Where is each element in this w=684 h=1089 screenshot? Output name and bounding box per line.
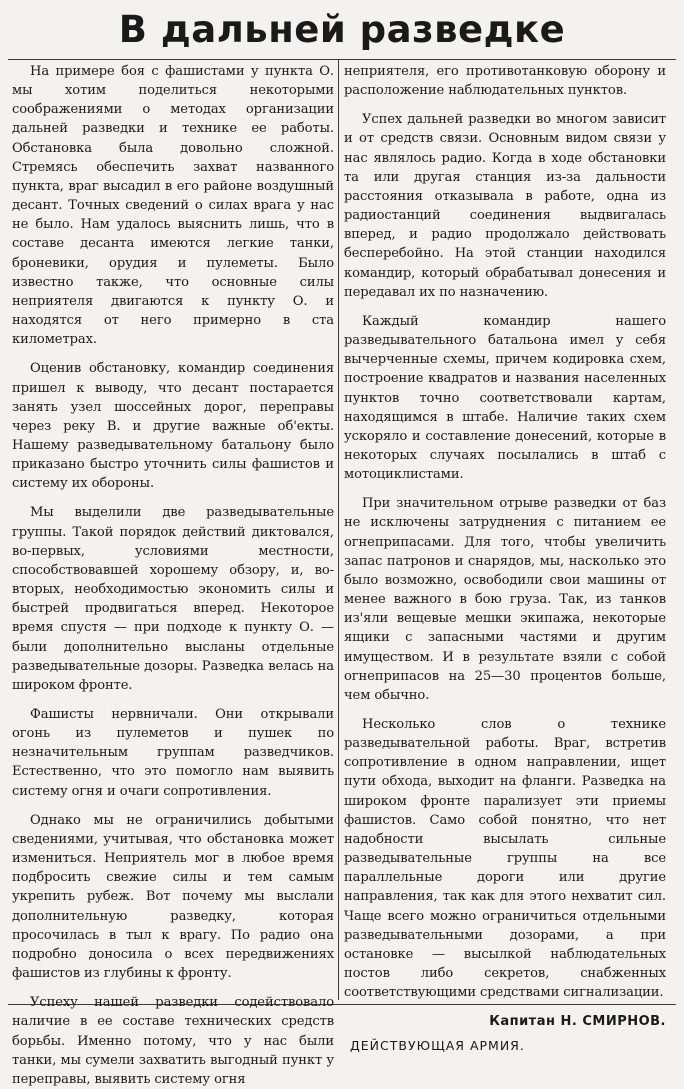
- paragraph: Успеху нашей разведки содействовало наличие в ее составе технических средств борьбы. Именно потому, что у нас были танки, мы сумели захватить выгодный пункт у переправы, выявить систему огня: [12, 995, 334, 1087]
- left-column: [12, 62, 334, 1087]
- dateline-place: ДЕЙСТВУЮЩАЯ АРМИЯ.: [350, 1037, 525, 1053]
- column-divider: [338, 60, 339, 1000]
- author-signature: Капитан Н. СМИРНОВ.: [489, 1014, 666, 1030]
- paragraph: Мы выделили две разведывательные группы. Такой порядок действий диктовался, во-первых, условиями местности, способствовавшей хорошему обзору, и, во-вторых, необходимостью экономить силы и быстрей продвигаться вперед. Некоторое время спустя — при подходе к пункту О. — были дополнительно высланы отдельные разведывательные дозоры. Разведка велась на широком фронте.: [12, 505, 334, 693]
- paragraph: Несколько слов о технике разведывательной работы. Враг, встретив сопротивление в одном направлении, ищет пути обхода, выходит на фланги. Разведка на широком фронте парализует эти приемы фашистов. Само собой понятно, что нет надобности высылать сильные разведывательные группы на все параллельные дороги или другие направления, так как для этого нехватит сил. Чаще всего можно ограничиться отдельными разведывательными дозорами, а при остановке — высылкой наблюдательных постов либо секретов, снабженных соответствующими средствами сигнализации.: [344, 717, 666, 1001]
- column-top-rule: [8, 59, 676, 60]
- article-title: В дальней разведке: [118, 8, 566, 51]
- paragraph: Каждый командир нашего разведывательного батальона имел у себя вычерченные схемы, причем кодировка схем, построение квадратов и названия населенных пунктов точно соответствовали картам, находящимся в штабе. Наличие таких схем ускоряло и составление донесений, которые в некоторых случаях посылались в штаб с мотоциклистами.: [344, 313, 666, 483]
- paragraph: Фашисты нервничали. Они открывали огонь из пулеметов и пушек по незначительным группам разведчиков. Естественно, что это помогло нам выявить систему огня и очаги сопротивления.: [12, 707, 334, 799]
- paragraph: Однако мы не ограничились добытыми сведениями, учитывая, что обстановка может измениться. Неприятель мог в любое время подбросить свежие силы и тем самым укрепить рубеж. Вот почему мы выслали дополнительную разведку, которая просочилась в тыл к врагу. По радио она подробно доносила о всех передвижениях фашистов из глубины к фронту.: [12, 812, 334, 982]
- paragraph: Оценив обстановку, командир соединения пришел к выводу, что десант постарается занять узел шоссейных дорог, переправы через реку В. и другие важные об'екты. Нашему разведывательному батальону было приказано быстро уточнить силы фашистов и систему их обороны.: [12, 361, 334, 492]
- paragraph: При значительном отрыве разведки от баз не исключены затруднения с питанием ее огнеприпасами. Для того, чтобы увеличить запас патронов и снарядов, мы, насколько это было возможно, освободили свои машины от менее важного в бою груза. Так, из танков из'яли вещевые мешки экипажа, некоторые ящики с запасными частями и другим имуществом. И в результате взяли с собой огнеприпасов на 25—30 процентов больше, чем обычно.: [344, 496, 666, 703]
- right-column: [344, 62, 666, 1053]
- paragraph: Успех дальней разведки во многом зависит и от средств связи. Основным видом связи у нас являлось радио. Когда в ходе обстановки та или другая станция из-за дальности расстояния отказывала в работе, одна из радиостанций соединения выдвигалась вперед, и радио продолжало действовать бесперебойно. На этой станции находился командир, который обрабатывал донесения и передавал их по назначению.: [344, 112, 666, 300]
- paragraph: На примере боя с фашистами у пункта О. мы хотим поделиться некоторыми соображениями о методах организации дальней разведки и технике ее работы. Обстановка была довольно сложной. Стремясь обеспечить захват названного пункта, враг высадил в его районе воздушный десант. Точных сведений о силах врага у нас не было. Нам удалось выяснить лишь, что в составе десанта имеются легкие танки, броневики, орудия и пулеметы. Было известно также, что основные силы неприятеля двигаются к пункту О. и находятся от него примерно в ста километрах.: [12, 64, 334, 348]
- paragraph: неприятеля, его противотанковую оборону и расположение наблюдательных пунктов.: [344, 64, 666, 99]
